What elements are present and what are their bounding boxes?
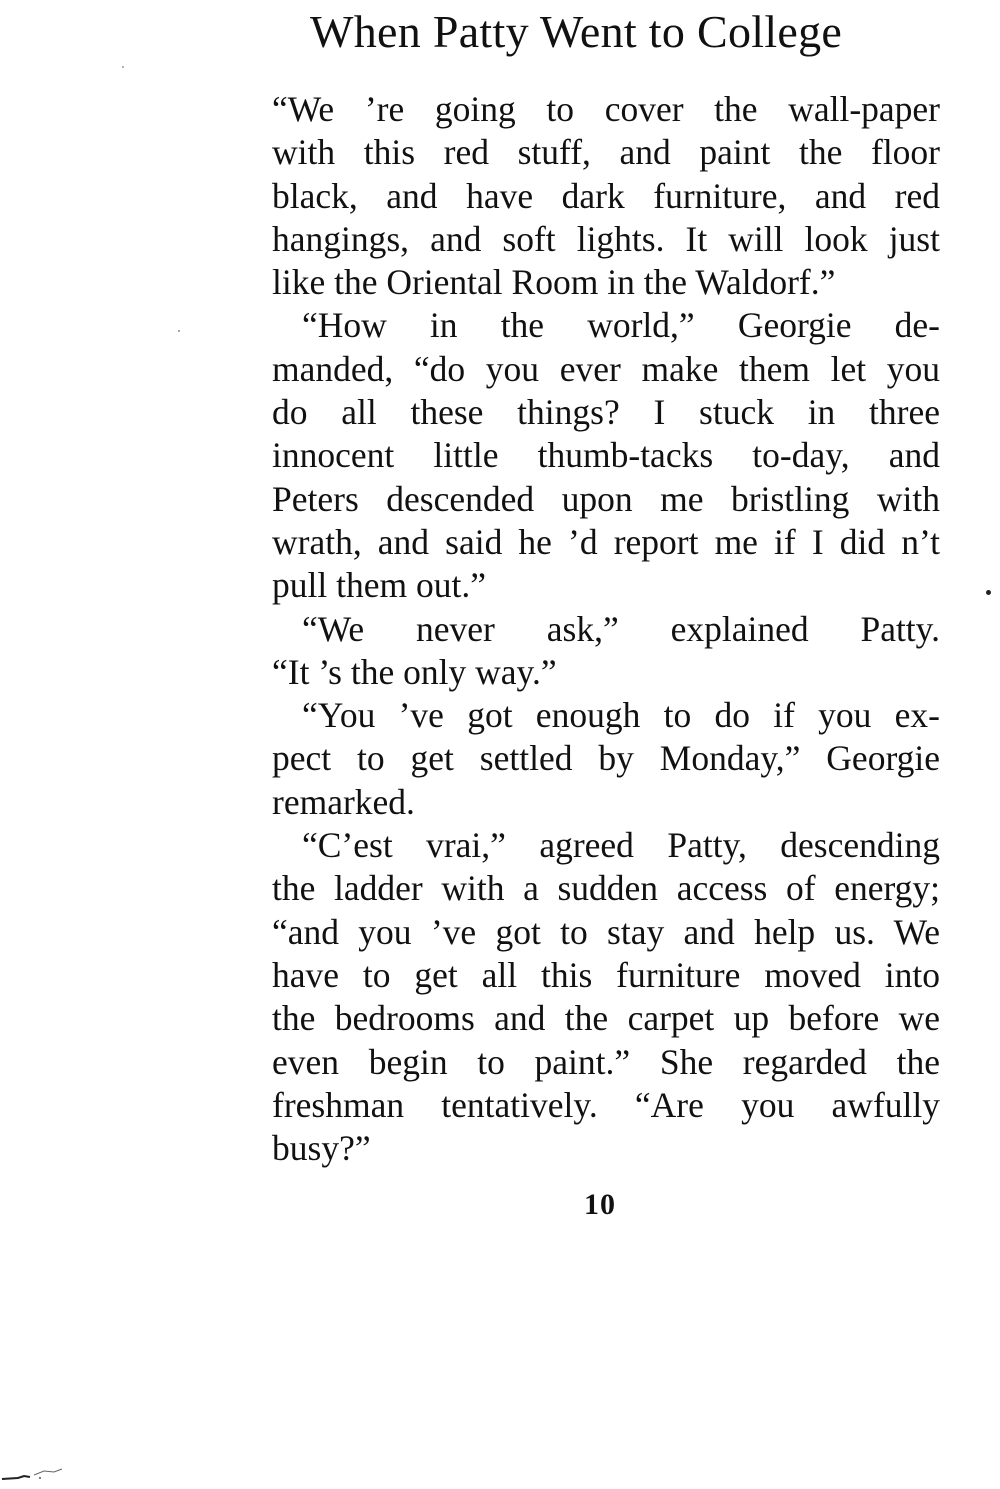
text-line: busy?” (272, 1128, 371, 1169)
text-line: Peters descended upon me bristling with (272, 478, 940, 519)
text-line: the bedrooms and the carpet up before we (272, 998, 940, 1039)
scan-smudge (0, 1465, 66, 1485)
ink-speck (178, 330, 180, 332)
text-line: manded, “do you ever make them let you (272, 348, 940, 389)
text-line: “It ’s the only way.” (272, 651, 557, 692)
running-title: When Patty Went to College (310, 6, 843, 57)
text-line: hangings, and soft lights. It will look just (272, 218, 940, 259)
text-line: with this red stuff, and paint the floor (272, 132, 940, 173)
text-line: wrath, and said he ’d report me if I did n’t (272, 521, 940, 562)
text-line: remarked. (272, 781, 415, 822)
body-text (272, 88, 940, 1170)
text-line: have to get all this furniture moved into (272, 954, 940, 995)
text-line: pull them out.” (272, 565, 486, 606)
text-line: “C’est vrai,” agreed Patty, descending (302, 825, 940, 866)
text-line: the ladder with a sudden access of energy; (272, 868, 940, 909)
text-line: “How in the world,” Georgie de- (302, 305, 940, 346)
text-line: even begin to paint.” She regarded the (272, 1041, 940, 1082)
text-line: “You ’ve got enough to do if you ex- (302, 695, 940, 736)
text-line: “We ’re going to cover the wall-paper (272, 89, 940, 129)
text-line: freshman tentatively. “Are you awfully (272, 1084, 940, 1125)
page-number: 10 (584, 1188, 616, 1221)
text-line: pect to get settled by Monday,” Georgie (272, 738, 940, 779)
text-line: innocent little thumb-tacks to-day, and (272, 435, 940, 476)
ink-speck (122, 66, 124, 68)
text-line: black, and have dark furniture, and red (272, 175, 940, 216)
text-line: do all these things? I stuck in three (272, 392, 940, 433)
ink-speck (986, 590, 991, 595)
text-line: “We never ask,” explained Patty. (302, 608, 940, 649)
text-line: like the Oriental Room in the Waldorf.” (272, 262, 836, 303)
text-line: “and you ’ve got to stay and help us. We (272, 911, 940, 952)
